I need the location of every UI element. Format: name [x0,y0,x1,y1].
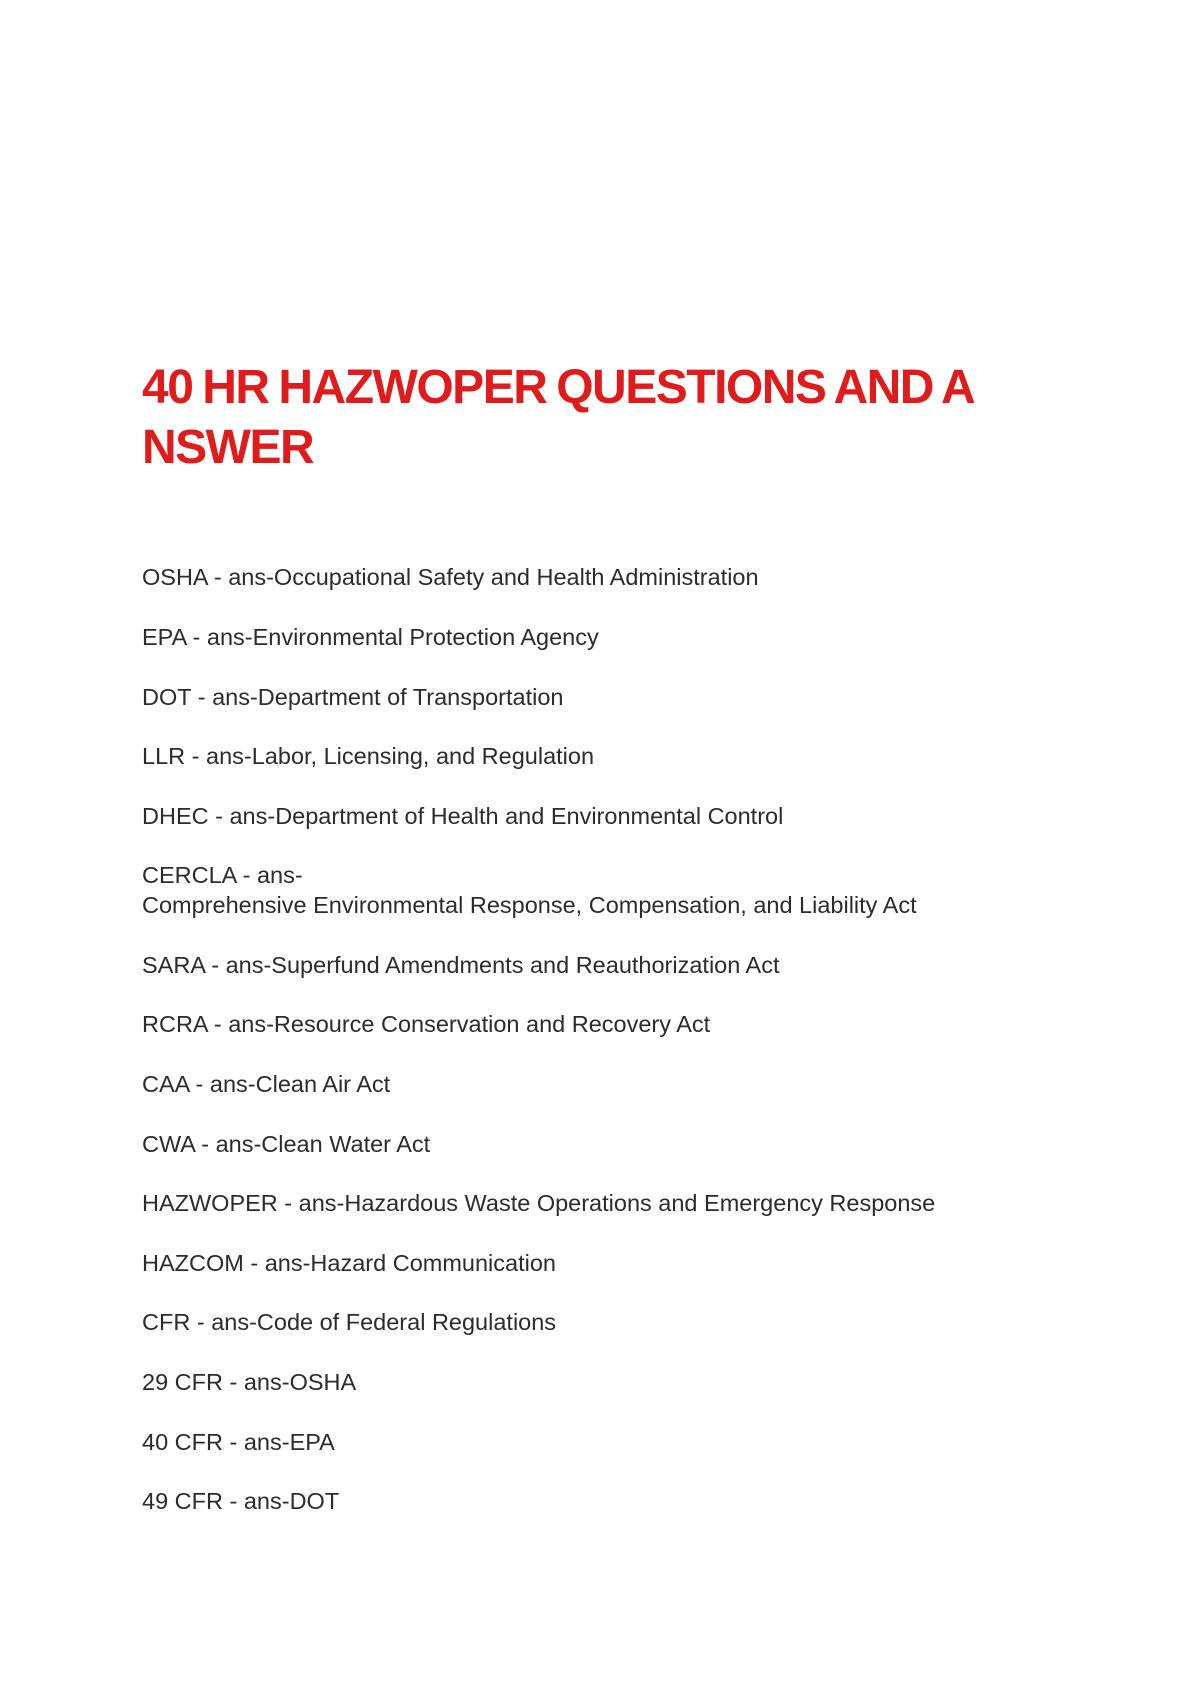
qa-term: RCRA [142,1011,208,1037]
qa-item-sara [142,950,1042,980]
qa-term: OSHA [142,564,208,590]
qa-term: CAA [142,1071,190,1097]
qa-term: CWA [142,1131,195,1157]
qa-separator: - [222,1369,244,1395]
qa-term: EPA [142,624,186,650]
qa-term: CFR [142,1309,191,1335]
qa-separator: - [208,803,230,829]
qa-term: SARA [142,952,205,978]
page-title: 40 HR HAZWOPER QUESTIONS AND A NSWER [142,361,973,474]
qa-term: HAZCOM [142,1250,244,1276]
qa-separator: - [277,1190,299,1216]
qa-item-cercla [142,860,1042,920]
qa-separator: - [207,564,229,590]
qa-term: DOT [142,684,192,710]
qa-term: 40 CFR [142,1429,223,1455]
qa-item-epa [142,622,1042,652]
qa-answer: ans-Clean Air Act [209,1071,391,1097]
qa-item-caa [142,1069,1042,1099]
qa-separator: - [189,1071,210,1097]
qa-item-cwa [142,1129,1042,1159]
qa-separator: - [185,624,207,650]
qa-answer: ans-Hazardous Waste Operations and Emergency Response [298,1190,936,1216]
qa-separator: - [190,1309,212,1335]
qa-answer: ans-EPA [243,1429,335,1455]
qa-item-hazcom [142,1248,1042,1278]
qa-item-cfr [142,1307,1042,1337]
qa-separator: - [194,1131,216,1157]
qa-answer: ans-Occupational Safety and Health Administration [228,564,759,590]
qa-separator: - [222,1429,244,1455]
qa-answer: ans-Code of Federal Regulations [211,1309,557,1335]
qa-item-dhec [142,801,1042,831]
qa-separator: - [243,1250,265,1276]
qa-item-40-cfr [142,1427,1042,1457]
qa-answer: ans-Superfund Amendments and Reauthorization Act [225,952,780,978]
qa-answer: ans-Clean Water Act [215,1131,431,1157]
qa-answer: ans- [256,862,303,888]
qa-answer: ans-DOT [243,1488,340,1514]
qa-separator: - [207,1011,229,1037]
qa-separator: - [204,952,226,978]
qa-term: LLR [142,743,186,769]
qa-answer: ans-Labor, Licensing, and Regulation [206,743,595,769]
qa-answer: ans-Department of Health and Environmental Control [229,803,784,829]
qa-item-rcra [142,1009,1042,1039]
qa-item-29-cfr [142,1367,1042,1397]
qa-answer: ans-Department of Transportation [212,684,564,710]
qa-item-dot [142,682,1042,712]
qa-item-llr [142,741,1042,771]
qa-term: HAZWOPER [142,1190,278,1216]
qa-answer: ans-OSHA [243,1369,357,1395]
qa-answer: ans-Hazard Communication [264,1250,556,1276]
qa-item-osha [142,562,1042,592]
qa-answer: ans-Environmental Protection Agency [206,624,599,650]
qa-item-49-cfr [142,1486,1042,1516]
qa-separator: - [185,743,207,769]
qa-answer: ans-Resource Conservation and Recovery Act [228,1011,711,1037]
qa-separator: - [222,1488,244,1514]
qa-answer-continuation: Comprehensive Environmental Response, Compensation, and Liability Act [142,892,917,918]
qa-term: CERCLA [142,862,237,888]
qa-separator: - [236,862,257,888]
qa-term: 49 CFR [142,1488,223,1514]
qa-term: 29 CFR [142,1369,223,1395]
qa-item-hazwoper [142,1188,1042,1218]
qa-term: DHEC [142,803,209,829]
qa-separator: - [191,684,213,710]
